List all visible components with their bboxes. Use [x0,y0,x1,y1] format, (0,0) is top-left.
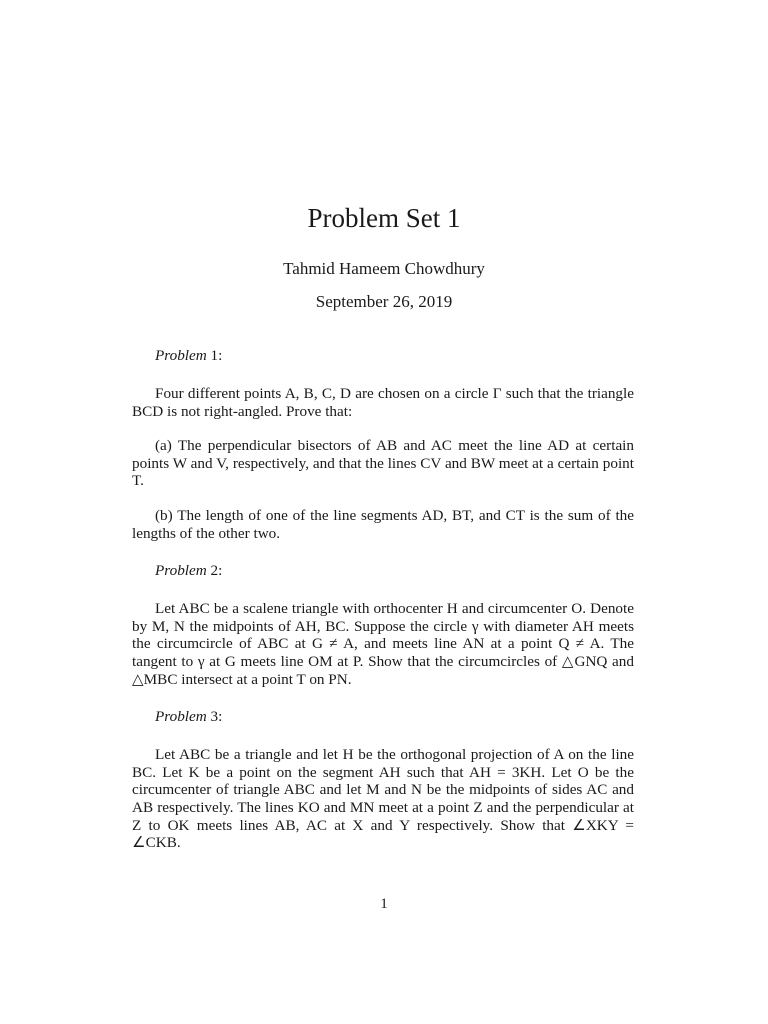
problem-3-heading [155,705,634,729]
problems-body [132,344,634,852]
page-number: 1 [380,896,388,912]
problem-1-heading [155,344,634,368]
problem-heading-word: Problem [155,562,207,580]
problem-heading-word: Problem [155,708,207,726]
problem-heading-number: 2: [210,562,223,580]
author-name: Tahmid Hameem Chowdhury [283,259,485,278]
problem-3-text: Let ABC be a triangle and let H be the orthogonal projection of A on the line BC. Let K be a point on the segment AH such that AH = 3KH. Let O be the circumcenter of triangle ABC and let M and N be the midpoints of sides AC and AB respectively. The lines KO and MN meet at a point Z and the perpendicular at Z to OK meets lines AB, AC at X and Y respectively. Show that ∠XKY = ∠CKB. [132,746,634,852]
problem-1-intro: Four different points A, B, C, D are chosen on a circle Γ such that the triangle BCD is not right-angled. Prove that: [132,385,634,420]
problem-heading-word: Problem [155,347,207,364]
title-block [0,200,768,313]
problem-1-part-a: (a) The perpendicular bisectors of AB and AC meet the line AD at certain points W and V, respectively, and that the lines CV and BW meet at a certain point T. [132,437,634,490]
problem-2-text: Let ABC be a scalene triangle with orthocenter H and circumcenter O. Denote by M, N the midpoints of AH, BC. Suppose the circle γ with diameter AH meets the circumcircle of ABC at G ≠ A, and meets line AN at a point Q ≠ A. The tangent to γ at G meets line OM at P. Show that the circumcircles of △GNQ and △MBC intersect at a point T on PN. [132,600,634,688]
problem-2-heading [155,559,634,583]
problem-heading-number: 3: [210,708,223,726]
problem-1-part-b: (b) The length of one of the line segments AD, BT, and CT is the sum of the lengths of the other two. [132,506,634,542]
document-date: September 26, 2019 [315,292,453,311]
document-title: Problem Set 1 [307,203,461,233]
problem-heading-number: 1: [210,347,223,364]
